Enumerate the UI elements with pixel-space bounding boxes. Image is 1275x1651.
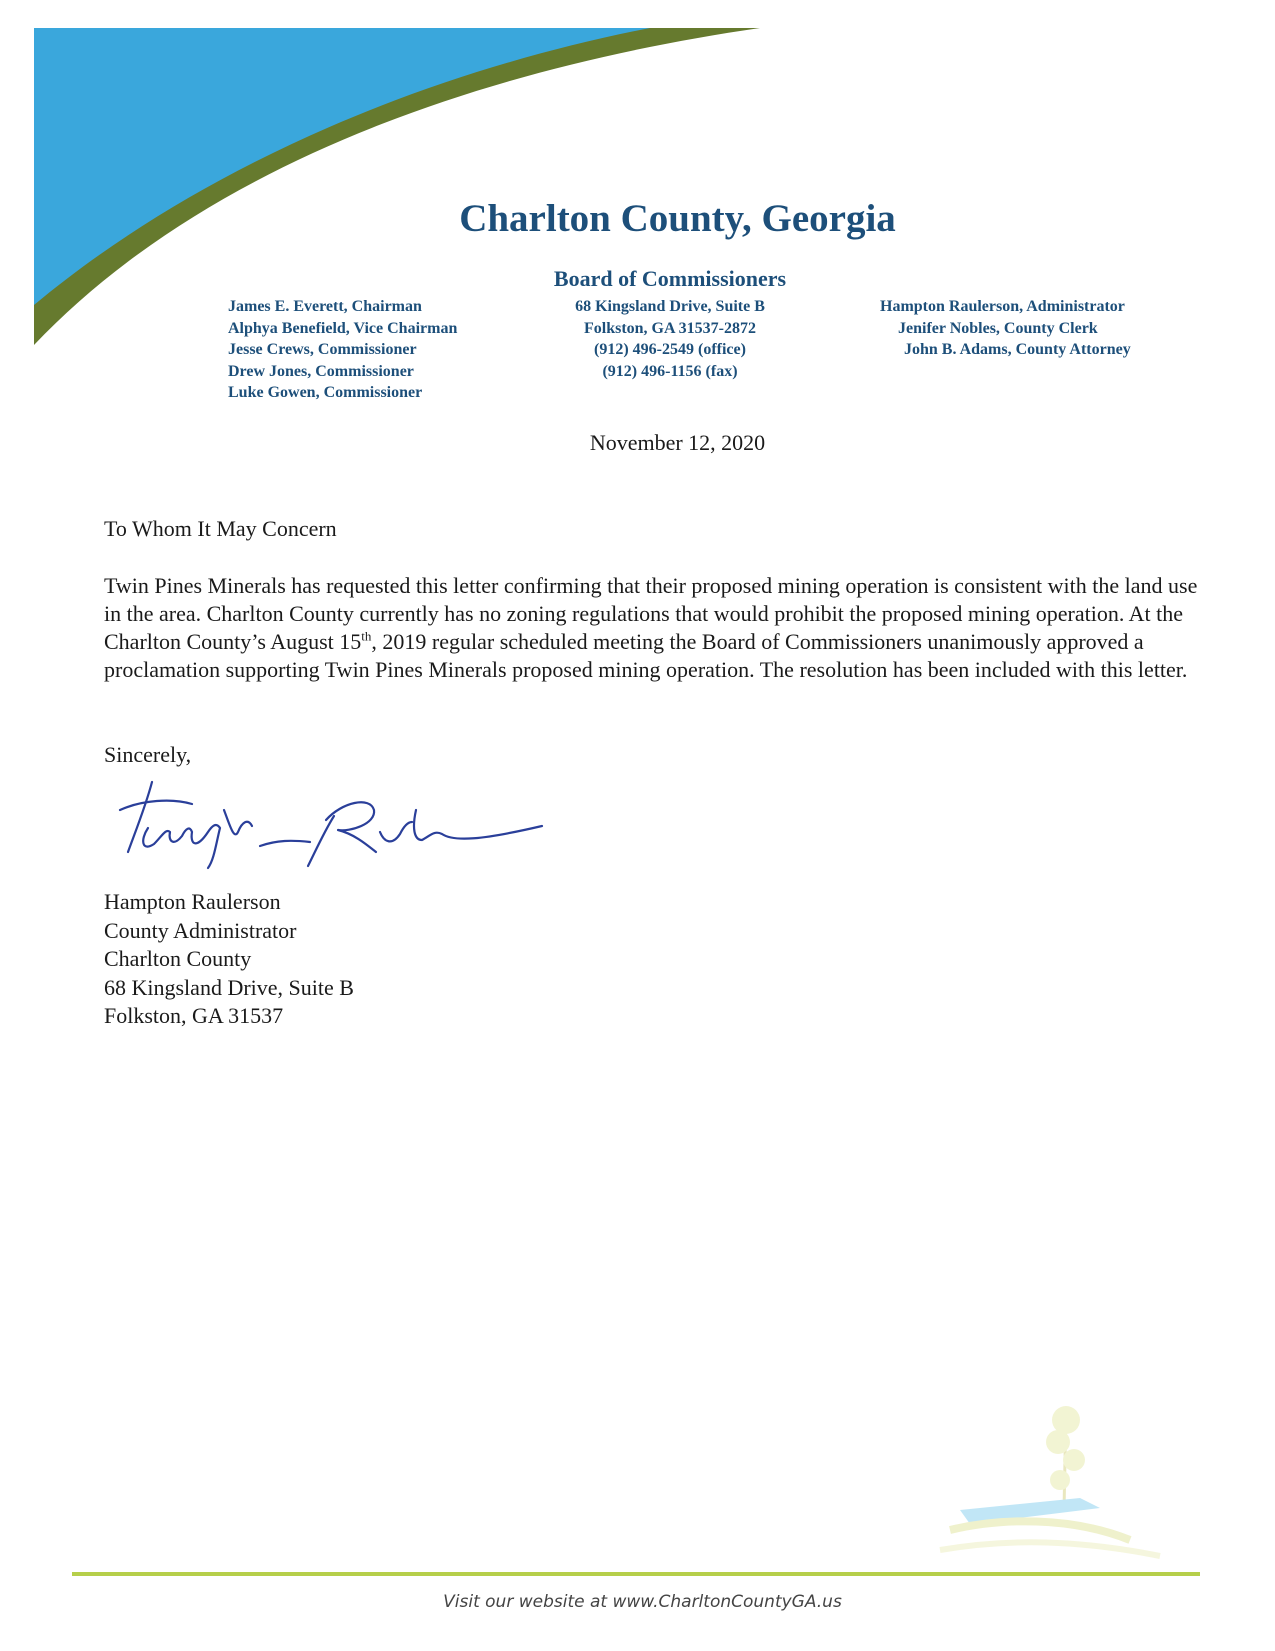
salutation: To Whom It May Concern [104, 516, 337, 541]
signer-address-line: 68 Kingsland Drive, Suite B [104, 974, 354, 1000]
staff-entry: Hampton Raulerson, Administrator [880, 298, 1125, 315]
ordinal-suffix: th [361, 628, 372, 644]
body-text-part-1: Twin Pines Minerals has requested this letter confirming that their proposed mining operation is consistent with the land use in the area. Charlton County currently has no zoning regulations that would prohibit the proposed mining operation. At the Charlton County’s August 15 [104, 573, 1198, 654]
staff-entry: John B. Adams, County Attorney [904, 341, 1131, 358]
commissioner-entry: Luke Gowen, Commissioner [228, 384, 423, 401]
county-title: Charlton County, Georgia [459, 197, 896, 240]
letter-date: November 12, 2020 [589, 430, 766, 455]
commissioner-entry: Jesse Crews, Commissioner [228, 341, 417, 358]
signer-name: Hampton Raulerson [104, 889, 281, 914]
commissioners-list [228, 296, 457, 404]
board-address [520, 296, 820, 382]
body-text-part-2: , 2019 regular scheduled meeting the Board of Commissioners unanimously approved a proclamation supporting Twin Pines Minerals proposed mining operation. The resolution has been included with this letter. [104, 629, 1188, 682]
commissioner-entry: James E. Everett, Chairman [228, 298, 422, 315]
tree-boardwalk-icon [930, 1390, 1170, 1560]
board-heading: Board of Commissioners [553, 266, 787, 291]
staff-list [880, 296, 1131, 361]
signer-block [104, 888, 354, 1031]
signer-city-line: Folkston, GA 31537 [104, 1003, 284, 1028]
phone-fax: (912) 496-1156 (fax) [602, 362, 738, 380]
address-line: Folkston, GA 31537-2872 [583, 319, 756, 337]
staff-entry: Jenifer Nobles, County Clerk [898, 319, 1098, 337]
phone-office: (912) 496-2549 (office) [594, 341, 746, 358]
letter-body [104, 572, 1204, 684]
footer-divider [72, 1572, 1200, 1576]
closing: Sincerely, [104, 742, 192, 767]
address-line: 68 Kingsland Drive, Suite B [575, 298, 765, 315]
commissioner-entry: Alphya Benefield, Vice Chairman [228, 319, 458, 337]
handwritten-signature-icon [112, 770, 552, 870]
signer-organization: Charlton County [104, 946, 252, 971]
commissioner-entry: Drew Jones, Commissioner [228, 362, 414, 380]
signer-title: County Administrator [104, 917, 297, 943]
footer-website-text: Visit our website at www.CharltonCountyGA.us [443, 1592, 842, 1612]
